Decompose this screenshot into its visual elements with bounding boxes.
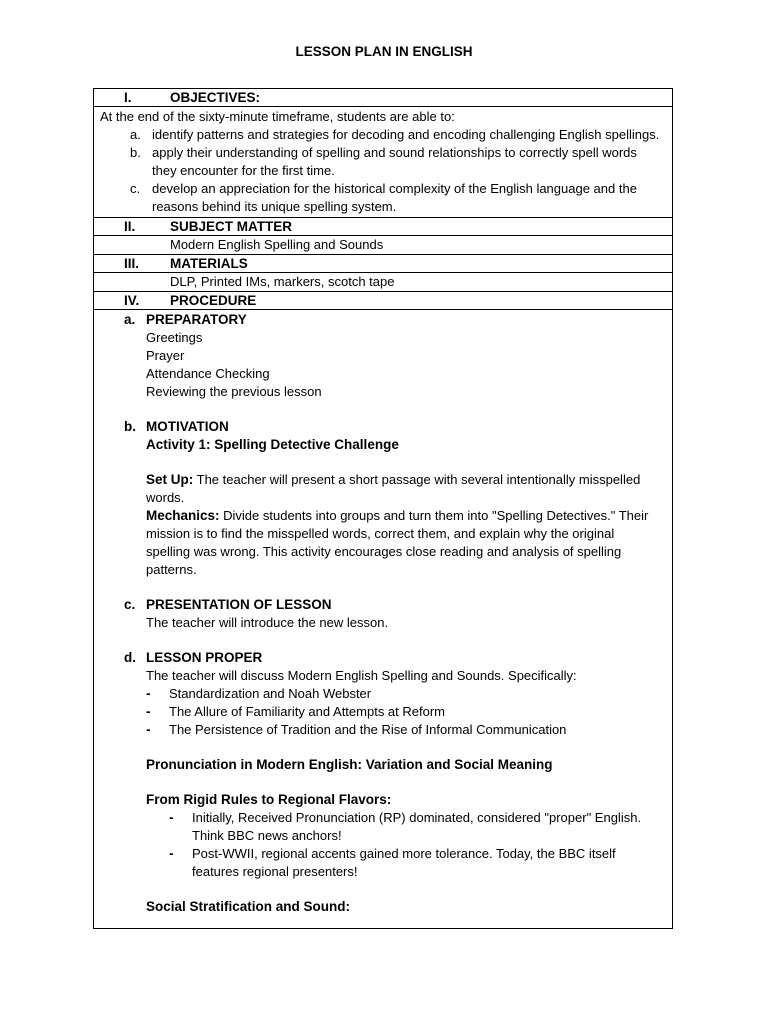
section-number: IV. xyxy=(124,293,140,308)
list-marker: c. xyxy=(124,597,136,612)
mechanics-label: Mechanics: xyxy=(146,508,220,523)
topic-text: The Persistence of Tradition and the Rise of Informal Communication xyxy=(169,722,567,737)
section-heading: MATERIALS xyxy=(170,256,248,271)
objectives-body xyxy=(94,107,672,218)
rigid-rules-item: - Initially, Received Pronunciation (RP) dominated, considered "proper" English. Think BBC news anchors! xyxy=(169,810,642,843)
mechanics-paragraph xyxy=(146,507,660,579)
motivation-heading: MOTIVATION xyxy=(146,419,229,434)
preparatory-item: Greetings xyxy=(146,330,203,345)
presentation-text: The teacher will introduce the new lesson. xyxy=(146,615,389,630)
topic-text: Standardization and Noah Webster xyxy=(169,686,372,701)
list-marker: c. xyxy=(130,181,141,196)
objective-text: identify patterns and strategies for decoding and encoding challenging English spellings. xyxy=(152,127,660,142)
procedure-body xyxy=(94,310,672,916)
lesson-proper-heading: LESSON PROPER xyxy=(146,650,263,665)
preparatory-heading: PREPARATORY xyxy=(146,312,247,327)
lesson-plan-table xyxy=(93,88,673,929)
preparatory-item: Prayer xyxy=(146,348,185,363)
objective-text: develop an appreciation for the historical complexity of the English language and the reasons behind its unique spelling system. xyxy=(152,181,637,214)
lesson-proper-section xyxy=(94,649,672,916)
procedure-header-row xyxy=(94,292,672,310)
pronunciation-heading: Pronunciation in Modern English: Variation and Social Meaning xyxy=(146,757,553,772)
section-heading: OBJECTIVES: xyxy=(170,90,261,105)
section-number: II. xyxy=(124,219,136,234)
rigid-rules-heading: From Rigid Rules to Regional Flavors: xyxy=(146,792,392,807)
document-title: LESSON PLAN IN ENGLISH xyxy=(295,44,473,59)
rigid-rules-item: - Post-WWII, regional accents gained more tolerance. Today, the BBC itself features regional presenters! xyxy=(169,846,616,879)
preparatory-section xyxy=(94,311,672,401)
list-marker: b. xyxy=(124,419,136,434)
topic-item: - The Allure of Familiarity and Attempts at Reform xyxy=(146,704,445,719)
section-number: I. xyxy=(124,90,132,105)
objectives-header-row xyxy=(94,89,672,107)
setup-text: The teacher will present a short passage with several intentionally misspelled words. xyxy=(146,472,641,505)
topic-item: - The Persistence of Tradition and the Rise of Informal Communication xyxy=(146,722,567,737)
topic-item: - Standardization and Noah Webster xyxy=(146,686,372,701)
objective-item xyxy=(100,180,672,216)
rigid-rules-text: Initially, Received Pronunciation (RP) dominated, considered "proper" English. Think BBC news anchors! xyxy=(192,810,642,843)
section-heading: PROCEDURE xyxy=(170,293,257,308)
activity-title: Activity 1: Spelling Detective Challenge xyxy=(146,437,399,452)
subject-matter-header-row xyxy=(94,218,672,236)
rigid-rules-text: Post-WWII, regional accents gained more tolerance. Today, the BBC itself features regional presenters! xyxy=(192,846,616,879)
motivation-section xyxy=(94,418,672,579)
setup-label: Set Up: xyxy=(146,472,194,487)
objectives-intro: At the end of the sixty-minute timeframe, students are able to: xyxy=(100,109,455,124)
setup-paragraph xyxy=(146,471,660,507)
social-stratification-heading: Social Stratification and Sound: xyxy=(146,899,351,914)
preparatory-item: Attendance Checking xyxy=(146,366,270,381)
list-marker: b. xyxy=(130,145,141,160)
materials-value: DLP, Printed IMs, markers, scotch tape xyxy=(94,273,672,292)
section-heading: SUBJECT MATTER xyxy=(170,219,293,234)
list-marker: a. xyxy=(124,312,136,327)
presentation-heading: PRESENTATION OF LESSON xyxy=(146,597,332,612)
preparatory-item: Reviewing the previous lesson xyxy=(146,384,322,399)
section-number: III. xyxy=(124,256,140,271)
presentation-section xyxy=(94,596,672,632)
objective-item xyxy=(100,144,672,180)
mechanics-text: Divide students into groups and turn them into "Spelling Detectives." Their mission is to find the misspelled words, correct them, and explain why the original spelling was wrong. This activity encourages close reading and analysis of spelling patterns. xyxy=(146,508,649,577)
list-marker: a. xyxy=(130,127,141,142)
subject-matter-value: Modern English Spelling and Sounds xyxy=(94,236,672,255)
materials-header-row xyxy=(94,255,672,273)
list-marker: d. xyxy=(124,650,136,665)
lesson-proper-intro: The teacher will discuss Modern English Spelling and Sounds. Specifically: xyxy=(146,668,577,683)
objective-text: apply their understanding of spelling and sound relationships to correctly spell words they encounter for the first time. xyxy=(152,145,637,178)
topic-text: The Allure of Familiarity and Attempts at Reform xyxy=(169,704,445,719)
objective-item xyxy=(100,126,672,144)
